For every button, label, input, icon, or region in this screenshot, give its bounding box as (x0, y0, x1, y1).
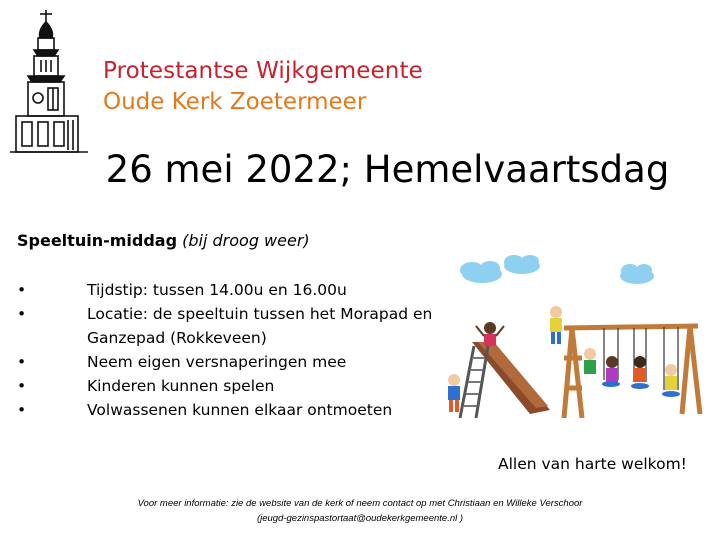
list-item-text: Volwassenen kunnen elkaar ontmoeten (87, 401, 393, 419)
list-item (17, 278, 437, 302)
bullet-dot: • (17, 353, 27, 371)
cloud-icon (460, 255, 654, 284)
bullet-dot: • (17, 401, 27, 419)
child-icon (662, 364, 680, 397)
bullet-dot: • (17, 281, 27, 299)
subheading-bold: Speeltuin-middag (17, 231, 178, 250)
playground-illustration (432, 250, 712, 430)
footer-email: (jeugd-gezinspastortaat@oudekerkgemeente.nl ) (256, 513, 464, 524)
child-icon (602, 356, 620, 387)
page-title: 26 mei 2022; Hemelvaartsdag (105, 148, 670, 191)
info-list (17, 278, 437, 422)
child-icon (448, 374, 460, 412)
footer-info: Voor meer informatie: zie de website van de kerk of neem contact op met Christiaan en Willeke Verschoor (137, 498, 583, 509)
subheading (17, 231, 310, 250)
child-icon (550, 306, 562, 344)
bullet-dot: • (17, 377, 27, 395)
list-item (17, 398, 437, 422)
org-name-line2: Oude Kerk Zoetermeer (103, 89, 367, 115)
welcome-text: Allen van harte welkom! (498, 455, 687, 473)
list-item (17, 350, 437, 374)
list-item-text: Neem eigen versnaperingen mee (87, 353, 347, 371)
org-name-line1: Protestantse Wijkgemeente (103, 58, 423, 84)
list-item-text: Kinderen kunnen spelen (87, 377, 275, 395)
list-item-text: Locatie: de speeltuin tussen het Morapad en Ganzepad (Rokkeveen) (87, 305, 433, 347)
list-item (17, 374, 437, 398)
child-icon (584, 348, 596, 374)
church-tower-icon (8, 8, 92, 154)
subheading-italic: (bij droog weer) (182, 231, 310, 250)
list-item (17, 302, 437, 350)
bullet-dot: • (17, 305, 27, 323)
slide-icon (460, 342, 550, 418)
list-item-text: Tijdstip: tussen 14.00u en 16.00u (87, 281, 347, 299)
